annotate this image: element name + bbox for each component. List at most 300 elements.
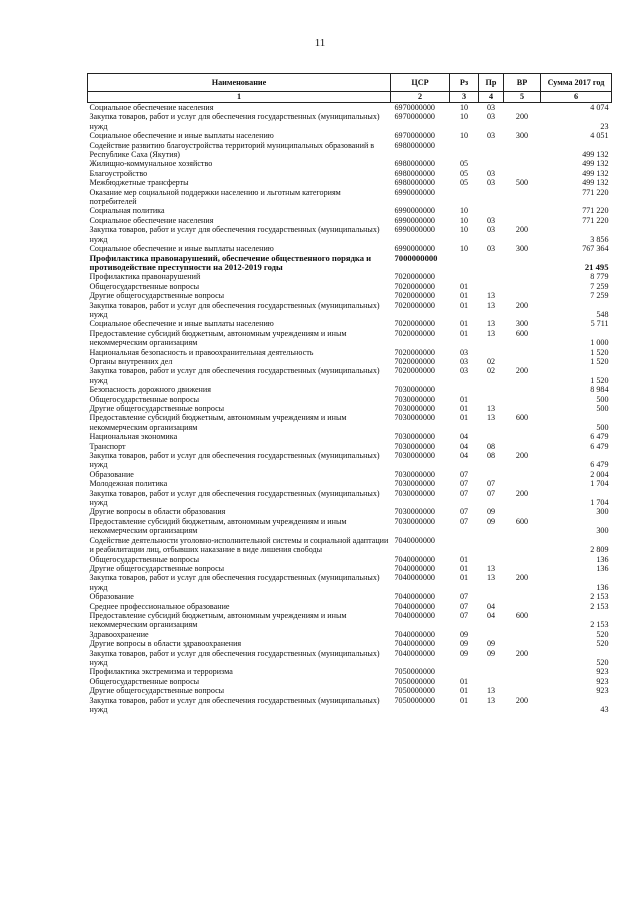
cell-pr: 03	[486, 131, 496, 141]
cell-rz: 03	[459, 356, 469, 366]
cell-vr: 200	[515, 648, 529, 658]
cell-rz: 01	[459, 686, 469, 696]
cell-pr: 03	[486, 103, 496, 112]
cell-csr: 7030000000	[394, 385, 435, 395]
cell-pr: 13	[486, 563, 496, 573]
header-vr: ВР	[504, 74, 541, 92]
cell-sum: 1 704	[590, 479, 609, 489]
cell-csr: 7050000000	[394, 695, 435, 705]
cell-name: Другие общегосударственные вопросы	[89, 563, 225, 573]
cell-pr: 03	[486, 244, 496, 254]
table-row	[88, 329, 612, 348]
cell-vr	[504, 357, 541, 366]
cell-sum: 23	[600, 121, 609, 131]
cell-vr	[504, 686, 541, 695]
cell-vr: 600	[515, 610, 529, 620]
cell-rz: 04	[459, 451, 469, 461]
cell-sum: 4 074	[590, 103, 609, 112]
cell-pr: 13	[486, 319, 496, 329]
cell-pr	[479, 348, 504, 357]
cell-vr	[504, 630, 541, 639]
cell-sum: 300	[596, 526, 609, 536]
table-row	[88, 348, 612, 357]
cell-rz: 10	[459, 244, 469, 254]
table-row	[88, 319, 612, 328]
cell-name: Образование	[89, 592, 134, 602]
cell-pr: 03	[486, 178, 496, 188]
cell-name: Социальная политика	[89, 206, 165, 216]
cell-pr: 07	[486, 488, 496, 498]
cell-rz: 01	[459, 300, 469, 310]
cell-name: Закупка товаров, работ и услуг для обеспечения государственных (муниципальных) нужд	[89, 366, 380, 385]
cell-csr: 6990000000	[394, 215, 435, 225]
cell-pr	[479, 555, 504, 564]
table-row	[88, 395, 612, 404]
cell-pr	[479, 272, 504, 281]
cell-sum: 2 153	[590, 620, 609, 630]
cell-csr: 7030000000	[394, 507, 435, 517]
cell-rz: 07	[459, 469, 469, 479]
cell-name: Оказание мер социальной поддержки населению и льготным категориям потребителей	[89, 187, 341, 207]
cell-name: Образование	[89, 469, 134, 479]
cell-vr	[504, 188, 541, 207]
cell-pr	[479, 395, 504, 404]
cell-rz: 05	[459, 159, 469, 169]
cell-name: Другие вопросы в области образования	[89, 507, 226, 517]
cell-sum: 3 856	[590, 234, 609, 244]
cell-pr: 07	[486, 479, 496, 489]
cell-rz: 07	[459, 516, 469, 526]
cell-rz: 01	[459, 573, 469, 583]
cell-name: Другие общегосударственные вопросы	[89, 686, 225, 696]
cell-pr: 09	[486, 516, 496, 526]
cell-vr	[504, 404, 541, 413]
cell-csr: 6970000000	[394, 103, 435, 112]
cell-sum: 300	[596, 507, 609, 517]
cell-vr: 200	[515, 225, 529, 235]
cell-rz: 10	[459, 225, 469, 235]
cell-sum: 520	[596, 639, 609, 649]
cell-name: Общегосударственные вопросы	[89, 394, 200, 404]
table-row	[88, 385, 612, 394]
cell-sum: 1 520	[590, 375, 609, 385]
cell-sum: 520	[596, 657, 609, 667]
cell-name: Закупка товаров, работ и услуг для обеспечения государственных (муниципальных) нужд	[89, 488, 380, 508]
cell-name: Транспорт	[89, 441, 126, 451]
cell-pr: 13	[486, 300, 496, 310]
table-row	[88, 131, 612, 140]
cell-rz: 03	[459, 366, 469, 376]
cell-csr: 7020000000	[394, 366, 435, 376]
cell-sum: 500	[596, 422, 609, 432]
cell-pr	[479, 667, 504, 676]
cell-pr: 13	[486, 328, 496, 338]
cell-csr: 6990000000	[394, 187, 435, 197]
table-row	[88, 404, 612, 413]
cell-rz: 04	[459, 432, 469, 442]
cell-csr: 7050000000	[394, 686, 435, 696]
table-row	[88, 479, 612, 488]
cell-vr	[504, 216, 541, 225]
cell-sum: 771 220	[582, 187, 609, 197]
table-row	[88, 103, 612, 113]
cell-csr: 7040000000	[394, 554, 435, 564]
cell-sum: 21 495	[584, 261, 609, 272]
cell-sum: 500	[596, 404, 609, 413]
cell-csr: 7050000000	[394, 667, 435, 677]
cell-csr: 7040000000	[394, 629, 435, 639]
cell-vr	[504, 254, 541, 273]
cell-name: Профилактика правонарушений	[89, 272, 201, 282]
cell-csr: 7030000000	[394, 432, 435, 442]
cell-name: Другие вопросы в области здравоохранения	[89, 639, 242, 649]
table-row	[88, 225, 612, 244]
cell-pr	[479, 677, 504, 686]
cell-name: Социальное обеспечение населения	[89, 103, 214, 112]
cell-csr: 7030000000	[394, 413, 435, 423]
cell-vr	[504, 282, 541, 291]
cell-sum: 8 779	[590, 272, 609, 282]
cell-rz: 03	[459, 347, 469, 357]
cell-name: Жилищно-коммунальное хозяйство	[89, 159, 213, 169]
table-row	[88, 216, 612, 225]
cell-rz: 01	[459, 394, 469, 404]
cell-sum: 8 984	[590, 385, 609, 395]
cell-vr: 300	[515, 131, 529, 141]
cell-pr: 09	[486, 507, 496, 517]
cell-pr: 03	[486, 225, 496, 235]
cell-rz: 01	[459, 554, 469, 564]
cell-sum: 548	[596, 309, 609, 319]
cell-sum: 923	[596, 667, 609, 677]
cell-vr: 200	[515, 451, 529, 461]
cell-sum: 499 132	[582, 168, 609, 178]
cell-rz: 04	[459, 441, 469, 451]
cell-name: Благоустройство	[89, 168, 148, 178]
table-row	[88, 178, 612, 187]
table-row	[88, 159, 612, 168]
cell-name: Предоставление субсидий бюджетным, автономным учреждениям и иным некоммерческим организациям	[89, 413, 347, 432]
cell-rz: 01	[459, 695, 469, 705]
table-row	[88, 517, 612, 536]
cell-rz: 07	[459, 601, 469, 611]
cell-vr	[504, 639, 541, 648]
cell-vr	[504, 470, 541, 479]
table-row	[88, 169, 612, 178]
table-row	[88, 112, 612, 131]
cell-pr	[479, 592, 504, 601]
cell-pr	[479, 385, 504, 394]
table-row	[88, 282, 612, 291]
cell-rz	[450, 188, 479, 207]
table-row	[88, 564, 612, 573]
cell-vr: 600	[515, 413, 529, 423]
cell-rz: 01	[459, 676, 469, 686]
table-row	[88, 451, 612, 470]
cell-name: Другие общегосударственные вопросы	[89, 291, 225, 301]
table-row	[88, 677, 612, 686]
cell-sum: 2 153	[590, 592, 609, 602]
cell-vr	[504, 103, 541, 113]
cell-rz	[450, 272, 479, 281]
cell-vr: 600	[515, 328, 529, 338]
cell-rz	[450, 667, 479, 676]
cell-vr	[504, 291, 541, 300]
cell-vr	[504, 442, 541, 451]
cell-vr: 300	[515, 244, 529, 254]
table-row	[88, 470, 612, 479]
cell-rz: 01	[459, 319, 469, 329]
table-row	[88, 357, 612, 366]
cell-name: Безопасность дорожного движения	[89, 385, 211, 395]
cell-csr: 7020000000	[394, 272, 435, 282]
cell-rz: 01	[459, 404, 469, 413]
header-rz: Рз	[450, 74, 479, 92]
cell-csr: 7040000000	[394, 610, 435, 620]
cell-name: Содействие развитию благоустройства территорий муниципальных образований в Республике Саха (Якутия)	[89, 140, 375, 160]
cell-pr	[479, 206, 504, 215]
cell-csr: 7050000000	[394, 676, 435, 686]
table-row	[88, 507, 612, 516]
cell-rz: 07	[459, 610, 469, 620]
cell-rz: 07	[459, 479, 469, 489]
cell-sum: 520	[596, 629, 609, 639]
cell-rz: 01	[459, 281, 469, 291]
cell-csr: 6980000000	[394, 140, 435, 150]
cell-name: Предоставление субсидий бюджетным, автономным учреждениям и иным некоммерческим организациям	[89, 516, 347, 536]
cell-pr	[479, 470, 504, 479]
table-row	[88, 630, 612, 639]
cell-name: Межбюджетные трансферты	[89, 178, 189, 188]
cell-name: Предоставление субсидий бюджетным, автономным учреждениям и иным некоммерческим организациям	[89, 610, 347, 630]
cell-csr: 6980000000	[394, 159, 435, 169]
table-row	[88, 602, 612, 611]
cell-sum: 7 259	[590, 281, 609, 291]
cell-pr: 13	[486, 573, 496, 583]
cell-name: Закупка товаров, работ и услуг для обеспечения государственных (муниципальных) нужд	[89, 112, 380, 131]
table-row	[88, 188, 612, 207]
cell-pr: 09	[486, 639, 496, 649]
cell-csr: 7040000000	[394, 639, 435, 649]
cell-csr: 7020000000	[394, 291, 435, 301]
cell-vr: 200	[515, 488, 529, 498]
cell-vr	[504, 169, 541, 178]
cell-name: Закупка товаров, работ и услуг для обеспечения государственных (муниципальных) нужд	[89, 695, 380, 714]
cell-vr	[504, 159, 541, 168]
cell-csr: 6990000000	[394, 206, 435, 216]
cell-csr: 7040000000	[394, 592, 435, 602]
cell-csr: 7030000000	[394, 441, 435, 451]
cell-vr	[504, 555, 541, 564]
cell-csr: 7020000000	[394, 300, 435, 310]
table-row	[88, 442, 612, 451]
cell-pr	[479, 188, 504, 207]
table-row	[88, 649, 612, 668]
cell-pr	[479, 536, 504, 555]
cell-csr: 7040000000	[394, 535, 435, 545]
table-row	[88, 536, 612, 555]
cell-csr: 7030000000	[394, 394, 435, 404]
cell-sum: 6 479	[590, 460, 609, 470]
table-row	[88, 667, 612, 676]
cell-sum: 771 220	[582, 206, 609, 216]
table-row	[88, 555, 612, 564]
table-row	[88, 432, 612, 441]
cell-name: Общегосударственные вопросы	[89, 676, 200, 686]
cell-sum: 136	[596, 582, 609, 592]
cell-pr	[479, 432, 504, 441]
cell-rz: 01	[459, 291, 469, 301]
cell-vr: 500	[515, 178, 529, 188]
cell-name: Молодежная политика	[89, 479, 168, 489]
cell-rz: 05	[459, 168, 469, 178]
cell-vr	[504, 272, 541, 281]
cell-sum: 923	[596, 686, 609, 696]
cell-pr	[479, 254, 504, 273]
table-row	[88, 696, 612, 715]
cell-pr: 04	[486, 610, 496, 620]
header-name: Наименование	[88, 74, 391, 92]
cell-vr	[504, 667, 541, 676]
cell-rz: 01	[459, 328, 469, 338]
cell-pr: 09	[486, 648, 496, 658]
table-row	[88, 489, 612, 508]
cell-vr	[504, 432, 541, 441]
cell-pr: 08	[486, 451, 496, 461]
cell-pr: 13	[486, 686, 496, 696]
cell-vr	[504, 348, 541, 357]
cell-rz: 07	[459, 507, 469, 517]
cell-csr: 6980000000	[394, 178, 435, 188]
cell-pr	[479, 630, 504, 639]
table-row	[88, 206, 612, 215]
cell-sum: 500	[596, 394, 609, 404]
cell-vr	[504, 141, 541, 160]
cell-sum: 499 132	[582, 159, 609, 169]
cell-name: Другие общегосударственные вопросы	[89, 404, 225, 413]
cell-rz: 10	[459, 215, 469, 225]
cell-vr: 200	[515, 695, 529, 705]
cell-rz: 01	[459, 563, 469, 573]
cell-pr: 13	[486, 291, 496, 301]
cell-sum: 136	[596, 554, 609, 564]
cell-rz	[450, 536, 479, 555]
table-body	[88, 103, 612, 715]
cell-csr: 7030000000	[394, 479, 435, 489]
cell-sum: 771 220	[582, 215, 609, 225]
cell-name: Профилактика правонарушений, обеспечение общественного порядка и противодействие преступности на 2012-2019 годы	[89, 252, 372, 272]
cell-csr: 7030000000	[394, 488, 435, 498]
cell-name: Закупка товаров, работ и услуг для обеспечения государственных (муниципальных) нужд	[89, 648, 380, 667]
cell-sum: 767 364	[582, 244, 609, 254]
cell-rz: 09	[459, 648, 469, 658]
cell-name: Социальное обеспечение и иные выплаты населению	[89, 131, 274, 141]
cell-csr: 7040000000	[394, 601, 435, 611]
cell-sum: 499 132	[582, 150, 609, 160]
cell-rz	[450, 254, 479, 273]
cell-vr	[504, 592, 541, 601]
cell-vr: 200	[515, 573, 529, 583]
cell-sum: 6 479	[590, 441, 609, 451]
cell-rz: 10	[459, 112, 469, 122]
cell-csr: 7030000000	[394, 451, 435, 461]
cell-sum: 2 153	[590, 601, 609, 611]
cell-sum: 4 051	[590, 131, 609, 141]
cell-rz	[450, 385, 479, 394]
cell-name: Предоставление субсидий бюджетным, автономным учреждениям и иным некоммерческим организациям	[89, 328, 347, 348]
cell-rz	[450, 141, 479, 160]
cell-name: Закупка товаров, работ и услуг для обеспечения государственных (муниципальных) нужд	[89, 573, 380, 592]
cell-vr: 200	[515, 300, 529, 310]
cell-rz: 01	[459, 413, 469, 423]
cell-name: Общегосударственные вопросы	[89, 281, 200, 291]
header-csr: ЦСР	[391, 74, 450, 92]
cell-name: Здравоохранение	[89, 629, 149, 639]
cell-sum: 923	[596, 676, 609, 686]
cell-name: Общегосударственные вопросы	[89, 554, 200, 564]
colnum-rz: 3	[450, 92, 479, 103]
cell-sum: 43	[600, 705, 609, 714]
cell-vr	[504, 206, 541, 215]
colnum-name: 1	[88, 92, 391, 103]
cell-sum: 136	[596, 563, 609, 573]
table-row	[88, 592, 612, 601]
table-row	[88, 611, 612, 630]
cell-rz: 07	[459, 592, 469, 602]
cell-name: Среднее профессиональное образование	[89, 601, 230, 611]
table-row	[88, 366, 612, 385]
cell-csr: 7040000000	[394, 573, 435, 583]
cell-name: Закупка товаров, работ и услуг для обеспечения государственных (муниципальных) нужд	[89, 451, 380, 470]
table-row	[88, 272, 612, 281]
header-pr: Пр	[479, 74, 504, 92]
header-sum: Сумма 2017 год	[541, 74, 612, 92]
cell-csr: 7030000000	[394, 516, 435, 526]
colnum-csr: 2	[391, 92, 450, 103]
cell-pr: 03	[486, 215, 496, 225]
cell-vr: 200	[515, 366, 529, 376]
colnum-pr: 4	[479, 92, 504, 103]
cell-csr: 7020000000	[394, 356, 435, 366]
colnum-sum: 6	[541, 92, 612, 103]
cell-name: Закупка товаров, работ и услуг для обеспечения государственных (муниципальных) нужд	[89, 300, 380, 319]
cell-pr	[479, 282, 504, 291]
cell-sum: 7 259	[590, 291, 609, 301]
cell-vr	[504, 602, 541, 611]
cell-pr	[479, 159, 504, 168]
cell-name: Содействие деятельности уголовно-исполнительной системы и социальной адаптации и реабилитации лиц, отбывших наказание в виде лишения свободы	[89, 535, 389, 555]
cell-csr: 7020000000	[394, 319, 435, 329]
cell-name: Закупка товаров, работ и услуг для обеспечения государственных (муниципальных) нужд	[89, 225, 380, 244]
cell-name: Органы внутренних дел	[89, 356, 173, 366]
cell-csr: 6990000000	[394, 244, 435, 254]
cell-pr: 04	[486, 601, 496, 611]
cell-vr	[504, 536, 541, 555]
table-row	[88, 141, 612, 160]
cell-rz: 10	[459, 103, 469, 112]
cell-name: Социальное обеспечение и иные выплаты населению	[89, 244, 274, 254]
cell-sum: 5 711	[590, 319, 609, 329]
cell-name: Социальное обеспечение и иные выплаты населению	[89, 319, 274, 329]
table-row	[88, 254, 612, 273]
cell-sum: 1 704	[590, 498, 609, 508]
page-number: 11	[314, 37, 326, 49]
budget-table	[87, 73, 612, 714]
cell-csr: 7000000000	[394, 252, 438, 263]
cell-vr: 600	[515, 516, 529, 526]
cell-rz: 09	[459, 629, 469, 639]
cell-pr: 13	[486, 404, 496, 413]
